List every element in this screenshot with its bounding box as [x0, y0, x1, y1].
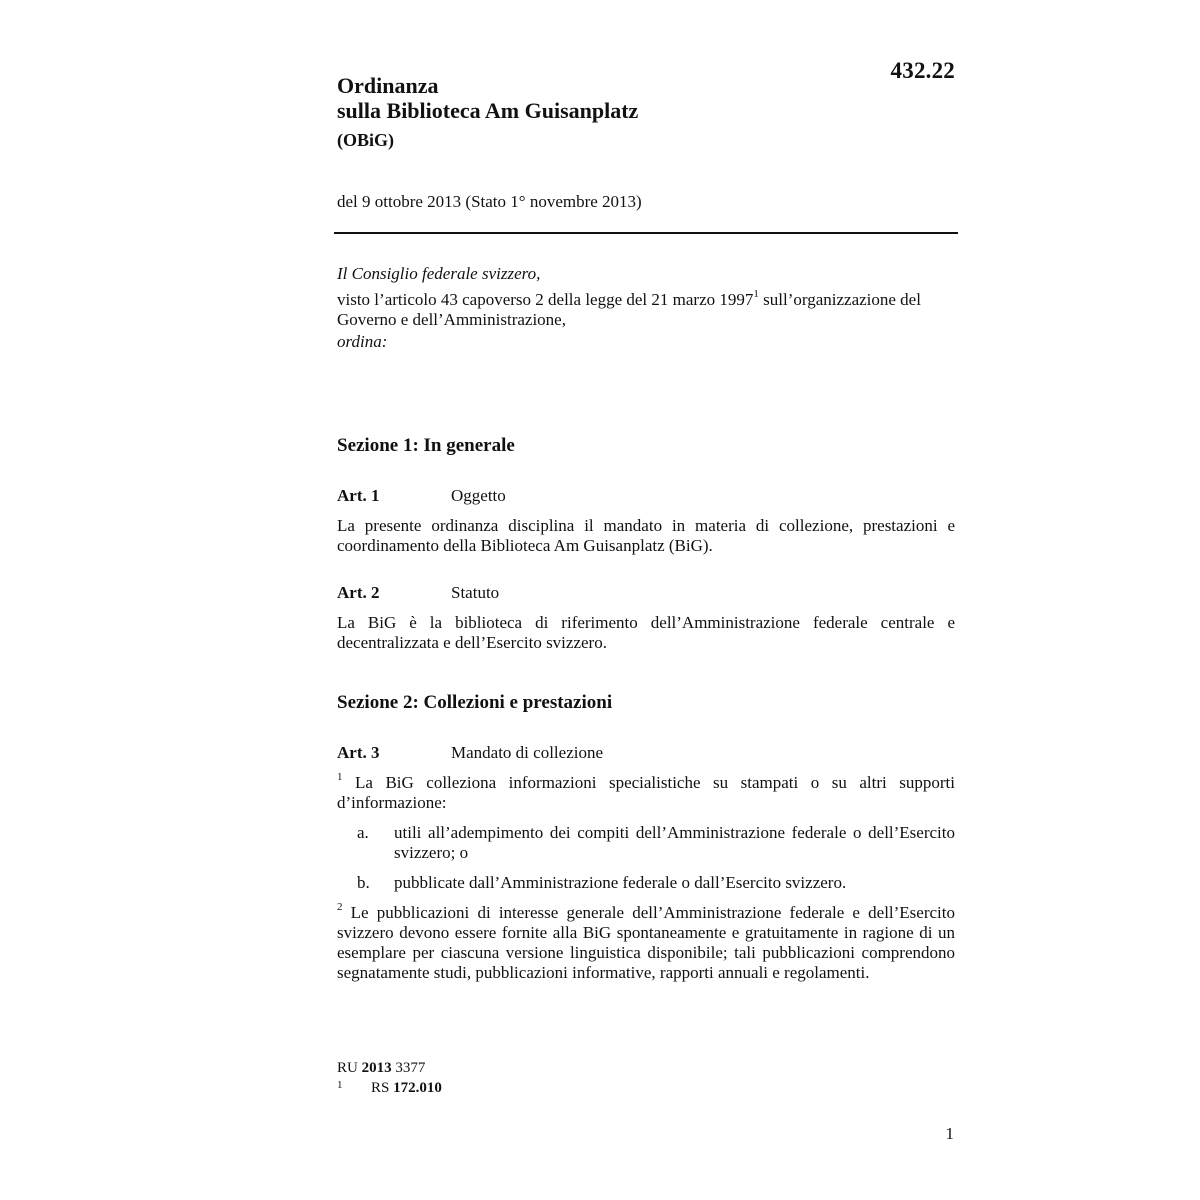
official-compilation-ref: [337, 1058, 442, 1078]
footnote-1: [337, 1078, 442, 1098]
title-line-2: sulla Biblioteca Am Guisanplatz: [337, 98, 639, 123]
title-line-1: Ordinanza: [337, 73, 439, 98]
preamble-decree: ordina:: [337, 332, 388, 351]
paragraph-number: 2: [337, 901, 343, 914]
list-item-label: a.: [357, 823, 369, 842]
list-item-text: pubblicate dall’Amministrazione federale o dall’Esercito svizzero.: [394, 873, 847, 892]
footnote-number: 1: [337, 1079, 343, 1091]
article-title: Statuto: [451, 583, 500, 602]
preamble: [337, 264, 955, 352]
document-title: [337, 73, 638, 151]
section-heading-1: Sezione 1: In generale: [337, 435, 515, 456]
ru-year: 2013: [361, 1060, 392, 1076]
document-date: del 9 ottobre 2013 (Stato 1° novembre 2013): [337, 192, 642, 211]
ru-page: 3377: [391, 1060, 426, 1076]
rs-number: 432.22: [890, 58, 955, 83]
article-1: [337, 486, 955, 556]
article-paragraph-2: [337, 903, 955, 983]
paragraph-number: 1: [337, 771, 343, 784]
article-title: Oggetto: [451, 486, 506, 505]
footnote-reference[interactable]: 1: [753, 288, 759, 301]
list-item: [337, 823, 955, 863]
article-3: [337, 743, 955, 983]
preamble-legal-basis: [337, 290, 955, 330]
title-abbreviation: (OBiG): [337, 130, 394, 150]
article-paragraph-1: [337, 773, 955, 813]
footnote-text: [371, 1080, 442, 1096]
title-divider: [334, 232, 958, 234]
article-text: La BiG è la biblioteca di riferimento dell’Amministrazione federale centrale e decentralizzata e dell’Esercito svizzero.: [337, 613, 955, 652]
article-text: La presente ordinanza disciplina il mandato in materia di collezione, prestazioni e coordinamento della Biblioteca Am Guisanplatz (BiG).: [337, 516, 955, 555]
article-number: Art. 3: [337, 743, 380, 762]
legal-basis-text-cont: sull’organizzazione del Governo e dell’Amministrazione,: [337, 290, 921, 329]
article-number: Art. 2: [337, 583, 380, 602]
document-page: [337, 0, 955, 1200]
paragraph-text: Le pubblicazioni di interesse generale dell’Amministrazione federale e dell’Esercito svizzero devono essere fornite alla BiG spontaneamente e gratuitamente in ragione di un esemplare per ciascuna versione linguistica disponibile; tali pubblicazioni comprendono segnatamente studi, pubblicazioni informative, rapporti annuali e regolamenti.: [337, 903, 955, 982]
legal-basis-text: visto l’articolo 43 capoverso 2 della legge del 21 marzo 1997: [337, 290, 754, 309]
list-item-label: b.: [357, 873, 370, 892]
footnote-prefix: RS: [371, 1080, 394, 1096]
footnote-ref[interactable]: 172.010: [393, 1080, 442, 1096]
article-title: Mandato di collezione: [451, 743, 604, 762]
footnotes: [337, 1058, 442, 1098]
section-heading-2: Sezione 2: Collezioni e prestazioni: [337, 692, 613, 713]
page-number: 1: [945, 1124, 954, 1143]
paragraph-text: La BiG colleziona informazioni specialistiche su stampati o su altri supporti d’informazione:: [337, 773, 955, 812]
article-list: [337, 823, 955, 893]
list-item-text: utili all’adempimento dei compiti dell’Amministrazione federale o dell’Esercito svizzero; o: [394, 823, 955, 862]
preamble-authority: Il Consiglio federale svizzero,: [337, 264, 541, 283]
ru-prefix: RU: [337, 1060, 362, 1076]
article-number: Art. 1: [337, 486, 380, 505]
list-item: [337, 873, 955, 893]
article-2: [337, 583, 955, 653]
